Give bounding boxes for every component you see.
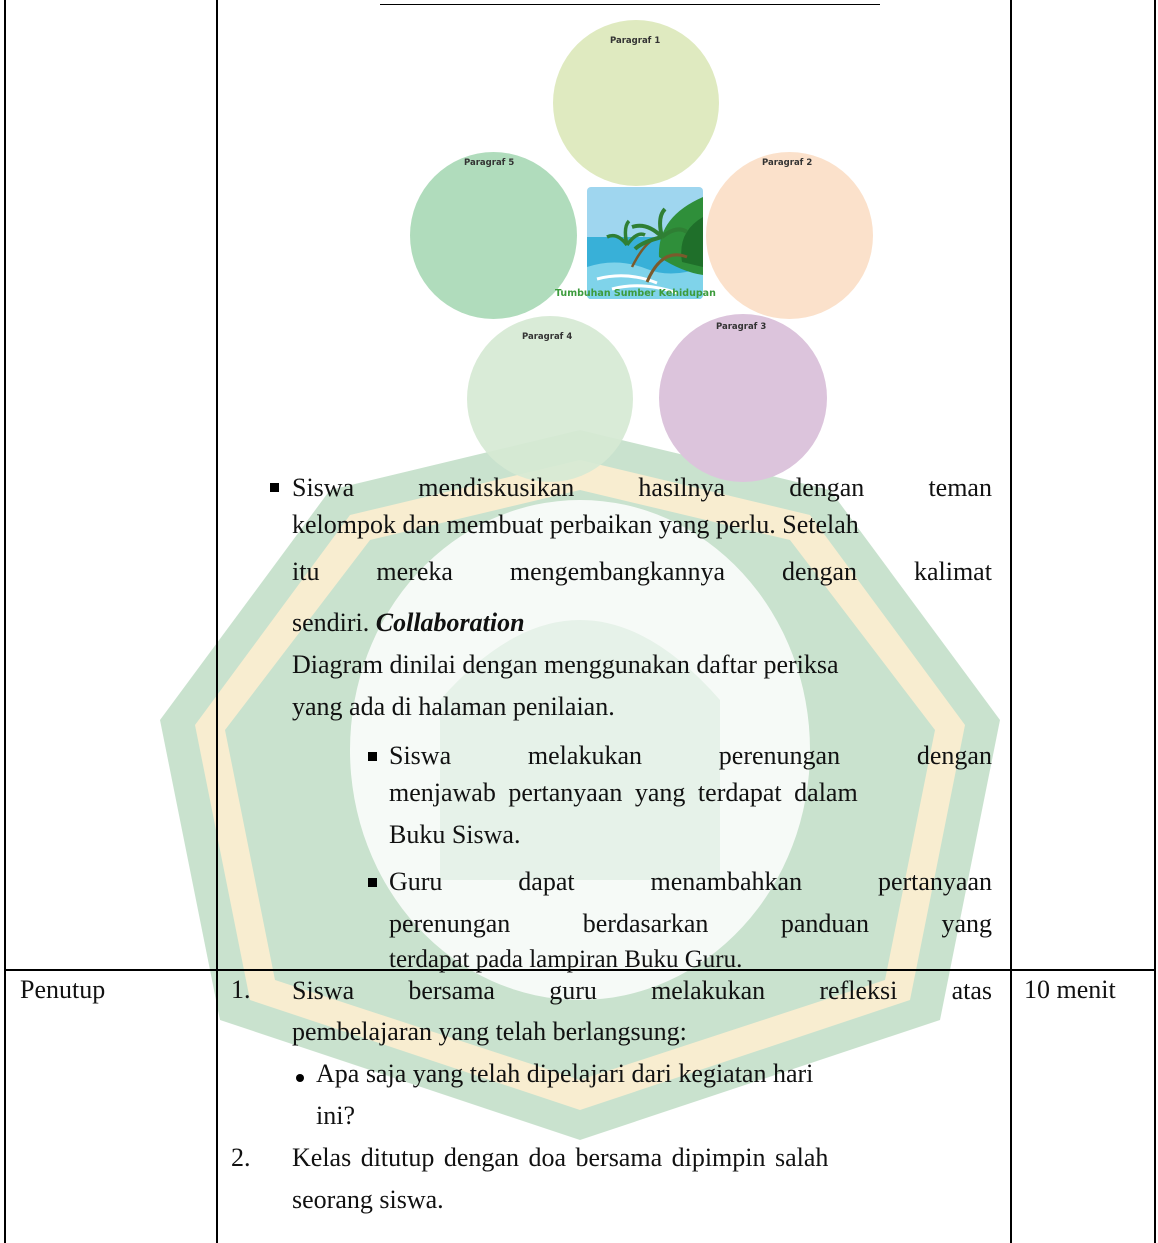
word: dengan	[789, 473, 865, 502]
word: guru	[549, 976, 597, 1005]
square-bullet-icon	[368, 878, 377, 887]
square-bullet-icon	[270, 483, 279, 492]
item1-bullet-line2: ini?	[316, 1101, 355, 1130]
assessment-line2: yang ada di halaman penilaian.	[292, 692, 615, 721]
word: pertanyaan	[877, 867, 992, 896]
duration-cell: 10 menit	[1024, 975, 1116, 1004]
word: perenungan	[389, 909, 511, 938]
circle-label: Paragraf 5	[464, 158, 515, 168]
item1-line1	[292, 971, 992, 1011]
word: yang	[941, 909, 992, 938]
word: refleksi	[819, 976, 898, 1005]
sub-bullet2-line1	[389, 862, 992, 902]
word: menambahkan	[650, 867, 803, 896]
round-bullet-icon	[296, 1074, 304, 1082]
word: Siswa	[292, 976, 355, 1005]
word: dapat	[518, 867, 575, 896]
stage-cell-penutup: Penutup	[20, 975, 106, 1004]
sub-bullet1-line3: Buku Siswa.	[389, 820, 521, 849]
word: kalimat	[913, 557, 992, 586]
sub-bullet2-line2	[389, 904, 992, 944]
sub-bullet1-line1	[389, 736, 992, 776]
collaboration-label: Collaboration	[375, 608, 525, 637]
word: Guru	[389, 867, 443, 896]
word: dengan	[781, 557, 858, 586]
diagram-center-caption: Tumbuhan Sumber Kehidupan	[555, 288, 716, 299]
item1-number: 1.	[231, 975, 251, 1004]
word: mengembangkannya	[509, 557, 725, 586]
item1-bullet-line1: Apa saja yang telah dipelajari dari kegiatan hari	[316, 1059, 814, 1088]
bullet1-line1	[292, 468, 992, 508]
bullet1-line2: kelompok dan membuat perbaikan yang perlu. Setelah	[292, 510, 859, 539]
word: melakukan	[527, 741, 642, 770]
closing-row	[0, 971, 1158, 1243]
sub-bullet1-line2: menjawab pertanyaan yang terdapat dalam	[389, 778, 858, 807]
word: itu	[292, 557, 320, 586]
word: dengan	[916, 741, 992, 770]
item2-line2: seorang siswa.	[292, 1185, 444, 1214]
text: sendiri.	[292, 608, 376, 637]
bullet1-line4	[292, 608, 525, 638]
word: mendiskusikan	[418, 473, 575, 502]
circle-label: Paragraf 4	[522, 332, 573, 342]
word: mereka	[376, 557, 453, 586]
sub-bullet2-line3: terdapat pada lampiran Buku Guru.	[389, 946, 743, 973]
word: melakukan	[651, 976, 766, 1005]
circle-label: Paragraf 2	[762, 158, 813, 168]
word: atas	[951, 976, 992, 1005]
item1-line2: pembelajaran yang telah berlangsung:	[292, 1017, 687, 1046]
word: Siswa	[389, 741, 452, 770]
word: Siswa	[292, 473, 355, 502]
word: teman	[928, 473, 992, 502]
item2-line1: Kelas ditutup dengan doa bersama dipimpin salah	[292, 1143, 829, 1172]
word: perenungan	[718, 741, 841, 770]
word: hasilnya	[638, 473, 726, 502]
circle-label: Paragraf 3	[716, 322, 767, 332]
assessment-line1: Diagram dinilai dengan menggunakan daftar periksa	[292, 650, 839, 679]
circle-label: Paragraf 1	[610, 36, 661, 46]
square-bullet-icon	[368, 752, 377, 761]
word: panduan	[780, 909, 869, 938]
item2-number: 2.	[231, 1143, 251, 1172]
word: bersama	[408, 976, 495, 1005]
bullet1-line3	[292, 552, 992, 592]
word: berdasarkan	[582, 909, 709, 938]
